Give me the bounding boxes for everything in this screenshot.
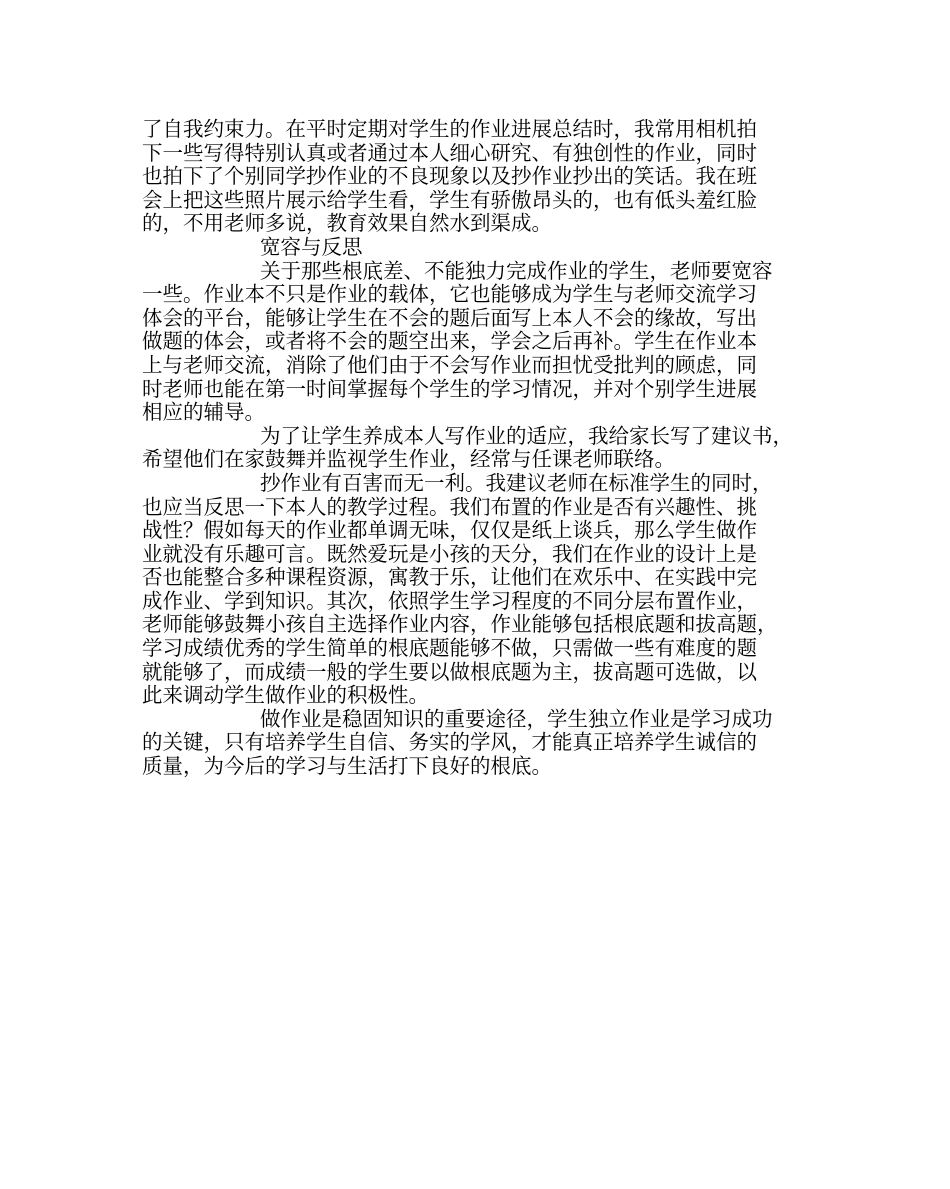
document-body bbox=[142, 118, 824, 779]
paragraph-tolerance bbox=[142, 260, 824, 425]
paragraph-reflection bbox=[142, 472, 824, 708]
text-line: 相应的辅导。 bbox=[142, 400, 265, 425]
text-line: 一些。作业本不只是作业的载体，它也能够成为学生与老师交流学习 bbox=[142, 282, 757, 307]
text-line: 战性？假如每天的作业都单调无味，仅仅是纸上谈兵，那么学生做作 bbox=[142, 518, 757, 543]
text-line: 关于那些根底差、不能独力完成作业的学生，老师要宽容 bbox=[260, 258, 773, 283]
text-line: 学习成绩优秀的学生简单的根底题能够不做，只需做一些有难度的题 bbox=[142, 636, 757, 661]
paragraph-continuation bbox=[142, 118, 824, 236]
text-line: 做题的体会，或者将不会的题空出来，学会之后再补。学生在作业本 bbox=[142, 329, 757, 354]
text-line: 质量，为今后的学习与生活打下良好的根底。 bbox=[142, 754, 552, 779]
text-line: 做作业是稳固知识的重要途径，学生独立作业是学习成功 bbox=[260, 706, 773, 731]
text-line: 也拍下了个别同学抄作业的不良现象以及抄作业抄出的笑话。我在班 bbox=[142, 164, 757, 189]
text-line: 业就没有乐趣可言。既然爱玩是小孩的天分，我们在作业的设计上是 bbox=[142, 541, 757, 566]
text-line: 老师能够鼓舞小孩自主选择作业内容，作业能够包括根底题和拔高题， bbox=[142, 612, 778, 637]
text-line: 此来调动学生做作业的积极性。 bbox=[142, 683, 429, 708]
text-line: 的，不用老师多说，教育效果自然水到渠成。 bbox=[142, 211, 552, 236]
text-line: 体会的平台，能够让学生在不会的题后面写上本人不会的缘故，写出 bbox=[142, 305, 757, 330]
heading-text: 宽容与反思 bbox=[260, 234, 363, 259]
paragraph-conclusion bbox=[142, 708, 824, 779]
text-line: 抄作业有百害而无一利。我建议老师在标准学生的同时， bbox=[260, 470, 773, 495]
text-line: 成作业、学到知识。其次，依照学生学习程度的不同分层布置作业， bbox=[142, 588, 757, 613]
text-line: 下一些写得特别认真或者通过本人细心研究、有独创性的作业，同时 bbox=[142, 140, 757, 165]
text-line: 时老师也能在第一时间掌握每个学生的学习情况，并对个别学生进展 bbox=[142, 376, 757, 401]
text-line: 为了让学生养成本人写作业的适应，我给家长写了建议书， bbox=[260, 423, 793, 448]
text-line: 会上把这些照片展示给学生看，学生有骄傲昂头的，也有低头羞红脸 bbox=[142, 187, 757, 212]
text-line: 也应当反思一下本人的教学过程。我们布置的作业是否有兴趣性、挑 bbox=[142, 494, 757, 519]
paragraph-parents bbox=[142, 425, 824, 472]
section-heading bbox=[142, 236, 824, 260]
text-line: 上与老师交流，消除了他们由于不会写作业而担忧受批判的顾虑，同 bbox=[142, 352, 757, 377]
text-line: 否也能整合多种课程资源，寓教于乐，让他们在欢乐中、在实践中完 bbox=[142, 565, 757, 590]
text-line: 了自我约束力。在平时定期对学生的作业进展总结时，我常用相机拍 bbox=[142, 117, 757, 141]
text-line: 的关键，只有培养学生自信、务实的学风，才能真正培养学生诚信的 bbox=[142, 730, 757, 755]
text-line: 希望他们在家鼓舞并监视学生作业，经常与任课老师联络。 bbox=[142, 447, 675, 472]
text-line: 就能够了，而成绩一般的学生要以做根底题为主，拔高题可选做，以 bbox=[142, 659, 757, 684]
